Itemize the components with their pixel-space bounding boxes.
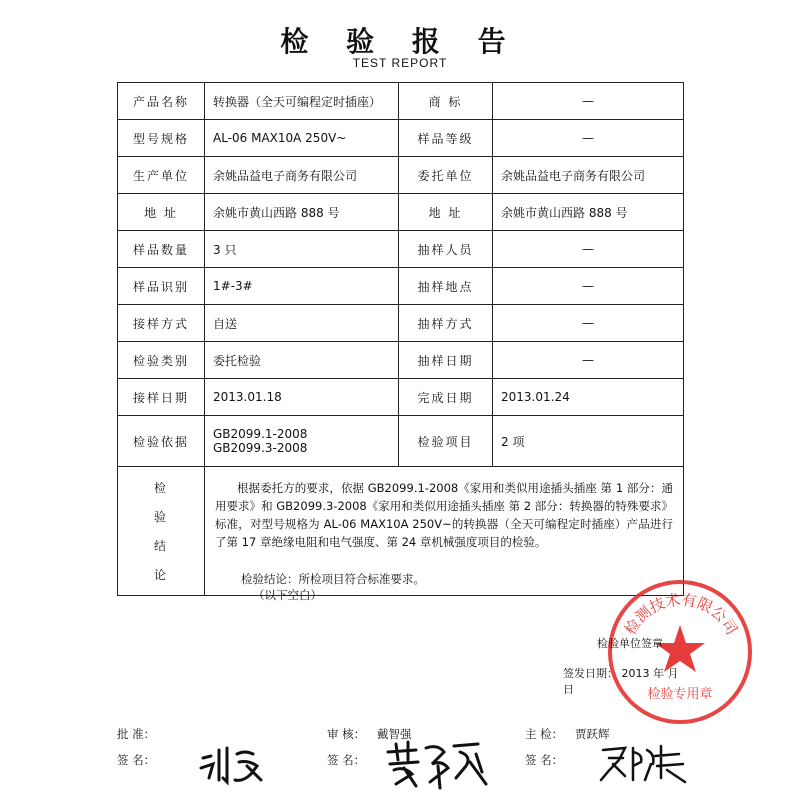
- report-title: 检 验 报 告: [280, 25, 520, 58]
- field-value: 余姚市黄山西路 888 号: [493, 194, 684, 231]
- field-label: 抽样地点: [399, 268, 493, 305]
- basis-standard-1: GB2099.1-2008: [213, 427, 308, 441]
- field-value: —: [493, 305, 684, 342]
- field-value: 余姚市黄山西路 888 号: [205, 194, 399, 231]
- field-label: 检验类别: [118, 342, 205, 379]
- conclusion-result-text: 检验结论：所检项目符合标准要求。: [241, 572, 425, 586]
- field-value: 余姚品益电子商务有限公司: [493, 157, 684, 194]
- conclusion-label-char: 论: [153, 568, 168, 582]
- reviewer-signature: [382, 738, 492, 790]
- conclusion-label-char: 检: [153, 481, 168, 495]
- review-label: 审 核：: [327, 727, 366, 741]
- field-label: 样品识别: [118, 268, 205, 305]
- conclusion-blank-note: （以下空白）: [253, 588, 322, 602]
- conclusion-result: [241, 571, 425, 603]
- info-row: [118, 305, 684, 342]
- info-row: [118, 268, 684, 305]
- field-label: 抽样方式: [399, 305, 493, 342]
- field-value: —: [493, 231, 684, 268]
- field-value: —: [493, 83, 684, 120]
- field-value: AL-06 MAX10A 250V~: [205, 120, 399, 157]
- items-value: 2 项: [493, 416, 684, 467]
- field-label: 地 址: [118, 194, 205, 231]
- approver-signature: [197, 740, 267, 786]
- basis-row: [118, 416, 684, 467]
- report-table: [117, 82, 741, 702]
- sign-label-reviewer: 签 名：: [327, 753, 366, 767]
- field-value: 2013.01.24: [493, 379, 684, 416]
- field-label: 生产单位: [118, 157, 205, 194]
- field-label: 型号规格: [118, 120, 205, 157]
- conclusion-paragraph: 根据委托方的要求，依据 GB2099.1-2008《家用和类似用途插头插座 第 1 部分：通用要求》和 GB2099.3-2008《家用和类似用途插头插座 第 2 部分：转换器的特殊要求》标准，对型号规格为 AL-06 MAX10A 250V~的转换器（全天可编程定时插座）产品进行了第 17 章绝缘电阻和电气强度、第 24 章机械强度项目的检验。: [215, 481, 673, 549]
- info-row: [118, 83, 684, 120]
- field-label: 抽样日期: [399, 342, 493, 379]
- items-label: 检验项目: [399, 416, 493, 467]
- field-label: 样品数量: [118, 231, 205, 268]
- field-value: 余姚品益电子商务有限公司: [205, 157, 399, 194]
- field-label: 产品名称: [118, 83, 205, 120]
- field-label: 抽样人员: [399, 231, 493, 268]
- info-row: [118, 120, 684, 157]
- approve-label: 批 准：: [117, 727, 156, 741]
- sign-label-inspector: 签 名：: [525, 753, 564, 767]
- info-row: [118, 194, 684, 231]
- basis-standard-2: GB2099.3-2008: [213, 441, 308, 455]
- field-value: 自送: [205, 305, 399, 342]
- inspector-signature: [595, 740, 690, 786]
- field-value: 委托检验: [205, 342, 399, 379]
- field-label: 样品等级: [399, 120, 493, 157]
- field-value: —: [493, 342, 684, 379]
- field-label: 地 址: [399, 194, 493, 231]
- field-value: 3 只: [205, 231, 399, 268]
- svg-text:检验专用章: 检验专用章: [647, 687, 713, 702]
- field-value: 1#-3#: [205, 268, 399, 305]
- basis-value: [205, 416, 399, 467]
- info-row: [118, 379, 684, 416]
- info-row: [118, 157, 684, 194]
- main-inspector-label: 主 检：: [525, 727, 564, 741]
- conclusion-label-char: 验: [153, 510, 168, 524]
- report-subtitle: TEST REPORT: [352, 56, 448, 70]
- field-label: 接样日期: [118, 379, 205, 416]
- conclusion-cell: [205, 467, 741, 702]
- info-row: [118, 231, 684, 268]
- signature-footer: [117, 718, 737, 798]
- main-inspector-name: 贾跃辉: [575, 727, 610, 741]
- issue-date: 签发日期： 2013 年 月 日: [563, 667, 679, 696]
- conclusion-row: [118, 467, 684, 596]
- sign-label-approver: 签 名：: [117, 753, 156, 767]
- field-label: 商 标: [399, 83, 493, 120]
- field-label: 完成日期: [399, 379, 493, 416]
- review-name: 戴智强: [377, 727, 412, 741]
- field-label: 接样方式: [118, 305, 205, 342]
- field-value: 2013.01.18: [205, 379, 399, 416]
- field-value: 转换器（全天可编程定时插座）: [205, 83, 399, 120]
- conclusion-label: [118, 467, 205, 596]
- inspection-unit-seal-label: 检验单位签章: [597, 637, 663, 650]
- field-value: —: [493, 268, 684, 305]
- svg-text:检测技术有限公司: 检测技术有限公司: [621, 590, 741, 638]
- info-row: [118, 342, 684, 379]
- field-value: —: [493, 120, 684, 157]
- official-seal: [605, 577, 755, 727]
- conclusion-label-char: 结: [153, 539, 168, 553]
- field-label: 委托单位: [399, 157, 493, 194]
- basis-label: 检验依据: [118, 416, 205, 467]
